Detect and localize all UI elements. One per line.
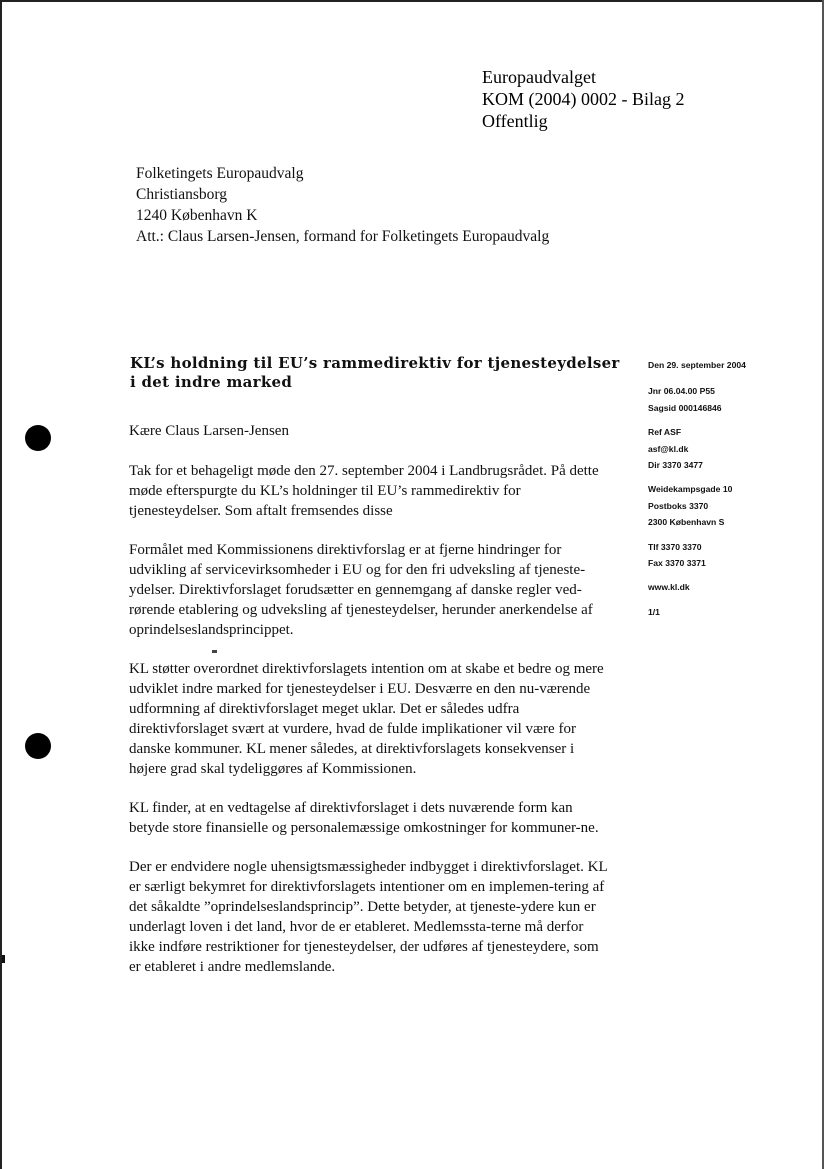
recipient-city: 1240 København K bbox=[136, 207, 258, 224]
recipient-attention: Att.: Claus Larsen-Jensen, formand for Folketingets Europaudvalg bbox=[136, 228, 550, 245]
sender-fax: Fax 3370 3371 bbox=[648, 558, 706, 569]
letter-title: KL’s holdning til EU’s rammedirektiv for tjenesteydelser i det indre marked bbox=[130, 354, 620, 391]
sender-pobox: Postboks 3370 bbox=[648, 500, 709, 511]
sender-street: Weidekampsgade 10 bbox=[648, 484, 733, 495]
recipient-name: Folketingets Europaudvalg bbox=[136, 165, 304, 182]
case-id: Sagsid 000146846 bbox=[648, 402, 722, 413]
recipient-address bbox=[136, 163, 549, 247]
sender-website: www.kl.dk bbox=[648, 582, 690, 593]
paragraph: Der er endvidere nogle uhensigtsmæssigheder indbygget i direktivforslaget. KL er særligt bekymret for direktivforslagets intentioner om en implemen-tering af det såkaldte ”oprindelseslandsprincip”. Dette betyder, at tjeneste-ydere kun er underlagt loven i det land, hvor de er etableret. Medlemssta-terne må derfor ikke indføre restriktioner for tjenesteydelser, der udføres af tjenesteydere, som er etableret i andre medlemslande. bbox=[129, 859, 608, 975]
direct-phone: Dir 3370 3477 bbox=[648, 460, 703, 471]
case-number: KOM (2004) 0002 - Bilag 2 bbox=[482, 89, 685, 109]
paragraph: Formålet med Kommissionens direktivforslag er at fjerne hindringer for udvikling af servicevirksomheder i EU og for den fri udveksling af tjeneste-ydelser. Direktivforslaget forudsætter en gennemgang af danske regler ved-rørende etablering og udveksling af tjenesteydelser, herunder anerkendelse af oprindelseslandsprincippet. bbox=[129, 542, 593, 638]
committee-name: Europaudvalget bbox=[482, 67, 596, 87]
scan-speck bbox=[212, 650, 217, 653]
recipient-building: Christiansborg bbox=[136, 186, 227, 203]
paragraph: KL finder, at en vedtagelse af direktivforslaget i dets nuværende form kan betyde store finansielle og personalemæssige omkostninger for kommuner-ne. bbox=[129, 800, 599, 836]
scan-speck bbox=[2, 955, 5, 963]
letter-body bbox=[129, 421, 609, 996]
sender-email: asf@kl.dk bbox=[648, 443, 689, 454]
salutation: Kære Claus Larsen-Jensen bbox=[129, 423, 289, 439]
page-number: 1/1 bbox=[648, 606, 660, 617]
paragraph: Tak for et behageligt møde den 27. september 2004 i Landbrugsrådet. På dette møde efterspurgte du KL’s holdninger til EU’s rammedirektiv for tjenesteydelser. Som aftalt fremsendes disse bbox=[129, 463, 599, 519]
scan-edge-left bbox=[0, 0, 2, 1169]
punch-hole-upper bbox=[25, 425, 51, 451]
punch-hole-lower bbox=[25, 733, 51, 759]
letter-date: Den 29. september 2004 bbox=[648, 360, 746, 370]
access-status: Offentlig bbox=[482, 111, 548, 131]
scan-edge-top bbox=[0, 0, 824, 2]
sender-sidebar bbox=[648, 357, 818, 620]
sender-city: 2300 København S bbox=[648, 517, 725, 528]
sender-ref: Ref ASF bbox=[648, 427, 682, 438]
reference-stamp bbox=[482, 66, 684, 132]
sender-phone: Tlf 3370 3370 bbox=[648, 541, 702, 552]
journal-number: Jnr 06.04.00 P55 bbox=[648, 386, 715, 397]
paragraph: KL støtter overordnet direktivforslagets intention om at skabe et bedre og mere udviklet indre marked for tjenesteydelser i EU. Desværre en den nu-værende udformning af direktivforslaget meget uklar. Det er således udfra direktivforslaget svært at vurdere, hvad de fulde implikationer vil være for danske kommuner. KL mener således, at direktivforslagets konsekvenser i højere grad skal tydeliggøres af Kommissionen. bbox=[129, 661, 604, 777]
